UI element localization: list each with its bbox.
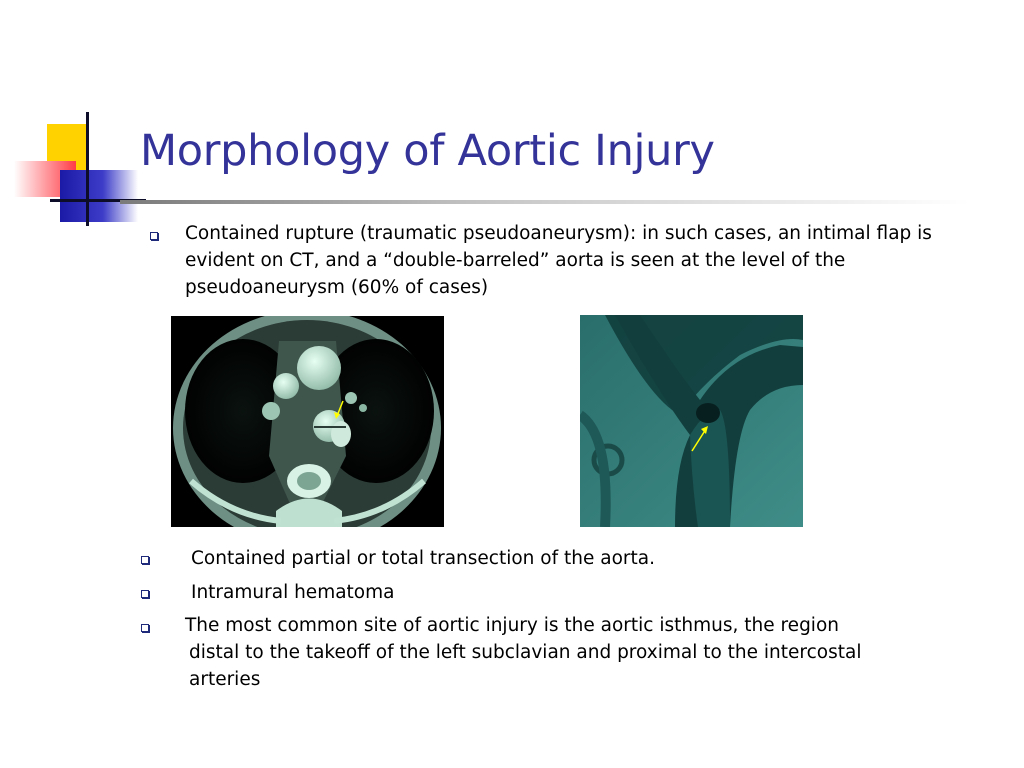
bullet-common-site: The most common site of aortic injury is the aortic isthmus, the region distal to the takeoff of the left subclavian and proximal to the intercostal arteries (185, 615, 862, 690)
ct-scan-image (171, 316, 444, 527)
angiogram-image (580, 315, 803, 527)
slide-logo-decoration (0, 0, 150, 240)
bullet-marker-icon (141, 590, 149, 598)
logo-vertical-line (86, 112, 89, 226)
slide-title: Morphology of Aortic Injury (140, 126, 715, 176)
bullet-intramural-hematoma: Intramural hematoma (191, 582, 395, 603)
bullet-transection: Contained partial or total transection of the aorta. (191, 548, 655, 569)
bullet-contained-rupture: Contained rupture (traumatic pseudoaneurysm): in such cases, an intimal flap is evident on CT, and a “double-barreled” aorta is seen at the level of the pseudoaneurysm (60% of cases) (185, 223, 932, 298)
bullet-marker-icon (141, 624, 149, 632)
bullet-marker-icon (141, 556, 149, 564)
bullet-marker-icon (150, 232, 158, 240)
logo-blue-square (60, 170, 138, 222)
title-divider (120, 200, 970, 204)
